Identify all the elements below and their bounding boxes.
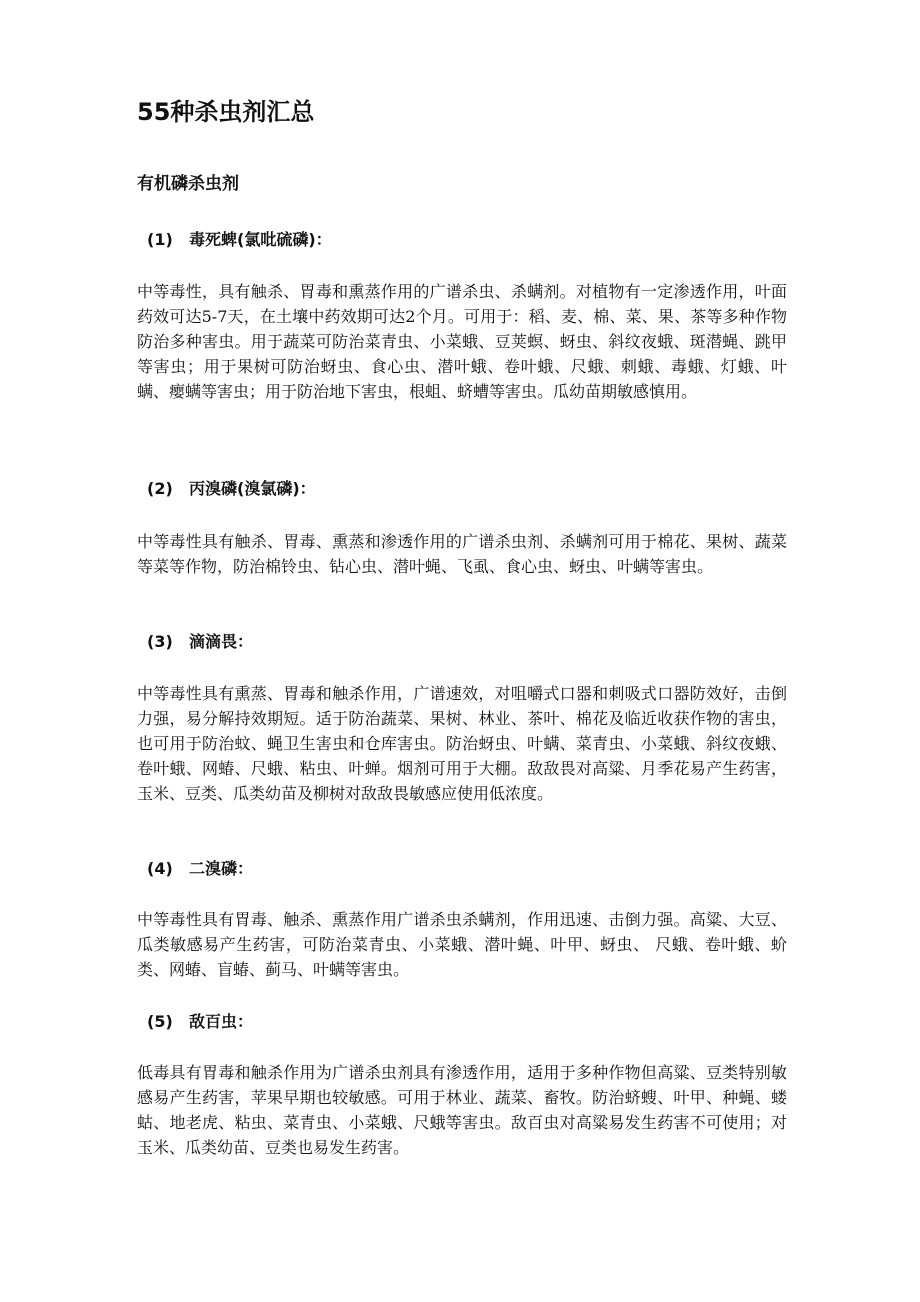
item-text-2: 中等毒性具有触杀、胃毒、熏蒸和渗透作用的广谱杀虫剂、杀螨剂可用于棉花、果树、蔬菜等菜等作物，防治棉铃虫、钻心虫、潜叶蝇、飞虱、食心虫、蚜虫、叶螨等害虫。 [137,532,787,576]
item-number: (5) [147,1012,173,1031]
item-text-5: 低毒具有胃毒和触杀作用为广谱杀虫剂具有渗透作用，适用于多种作物但高粱、豆类特别敏感易产生药害，苹果早期也较敏感。可用于林业、蔬菜、畜牧。防治蛴螋、叶甲、种蝇、蝼蛄、地老虎、粘虫、菜青虫、小菜蛾、尺蛾等害虫。敌百虫对高粱易发生药害不可使用；对玉米、瓜类幼苗、豆类也易发生药害。 [137,1063,787,1157]
item-heading-2 [147,475,316,503]
item-text-1: 中等毒性，具有触杀、胃毒和熏蒸作用的广谱杀虫、杀螨剂。对植物有一定渗透作用，叶面药效可达5-7天，在土壤中药效期可达2个月。可用于：稻、麦、棉、菜、果、茶等多种作物防治多种害虫。用于蔬菜可防治菜青虫、小菜蛾、豆荚螟、蚜虫、斜纹夜蛾、斑潜蝇、跳甲等害虫；用于果树可防治蚜虫、食心虫、潜叶蛾、卷叶蛾、尺蛾、刺蛾、毒蛾、灯蛾、叶螨、瘿螨等害虫；用于防治地下害虫，根蛆、蛴螬等害虫。瓜幼苗期敏感慎用。 [137,282,787,401]
item-number: (1) [147,230,173,249]
item-name: 二溴磷： [189,859,254,878]
section-heading: 有机磷杀虫剂 [137,174,239,194]
item-name: 滴滴畏： [189,632,254,651]
item-heading-4 [147,855,253,883]
item-number: (2) [147,479,173,498]
item-heading-3 [147,628,253,656]
item-heading-1 [147,226,332,254]
item-name: 敌百虫： [189,1012,254,1031]
item-number: (3) [147,632,173,651]
item-text-3: 中等毒性具有熏蒸、胃毒和触杀作用，广谱速效，对咀嚼式口器和刺吸式口器防效好，击倒力强，易分解持效期短。适于防治蔬菜、果树、林业、茶叶、棉花及临近收获作物的害虫，也可用于防治蚊、蝇卫生害虫和仓库害虫。防治蚜虫、叶螨、菜青虫、小菜蛾、斜纹夜蛾、卷叶蛾、网蝽、尺蛾、粘虫、叶蝉。烟剂可用于大棚。敌敌畏对高粱、月季花易产生药害，玉米、豆类、瓜类幼苗及柳树对敌敌畏敏感应使用低浓度。 [137,684,787,803]
item-name: 毒死蜱(氯吡硫磷)： [189,230,332,249]
item-heading-5 [147,1008,253,1036]
item-number: (4) [147,859,173,878]
document-title: 55种杀虫剂汇总 [137,98,315,126]
item-name: 丙溴磷(溴氯磷)： [189,479,316,498]
item-text-4: 中等毒性具有胃毒、触杀、熏蒸作用广谱杀虫杀螨剂，作用迅速、击倒力强。高粱、大豆、瓜类敏感易产生药害，可防治菜青虫、小菜蛾、潜叶蝇、叶甲、蚜虫、 尺蛾、卷叶蛾、蚧类、网蝽、盲蝽、蓟马、叶螨等害虫。 [137,910,787,979]
